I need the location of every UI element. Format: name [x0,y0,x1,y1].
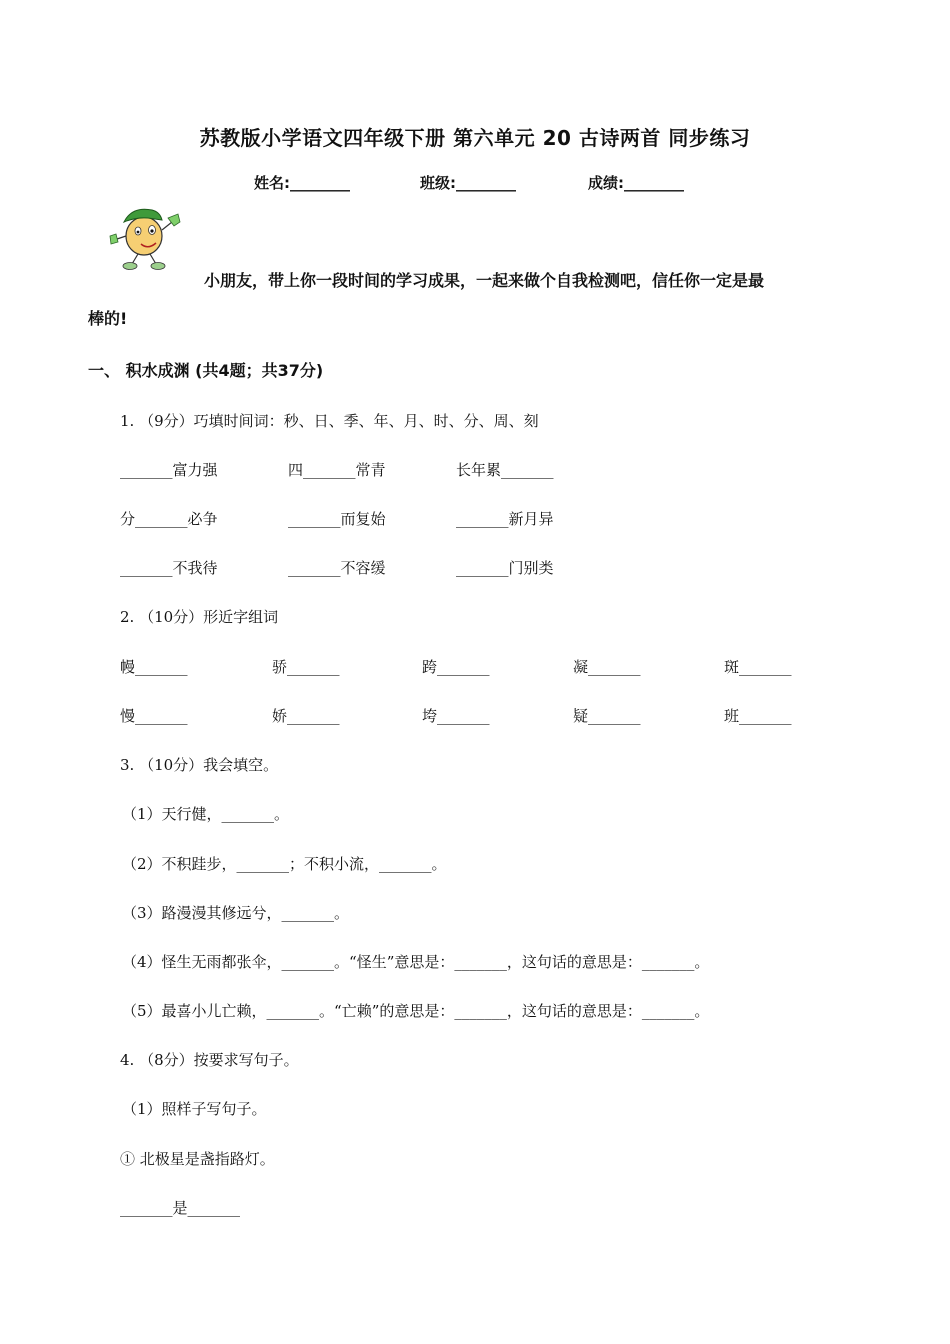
q4-example: ① 北极星是盏指路灯。 [120,1150,275,1168]
page-title: 苏教版小学语文四年级下册 第六单元 20 古诗两首 同步练习 [199,126,751,150]
q1-cell: 分_______必争 [120,510,218,528]
question-3-stem: 3. （10分）我会填空。 [120,756,279,774]
name-field: 姓名:________ [254,174,350,192]
q1-cell: _______富力强 [120,461,218,479]
class-field: 班级:________ [420,174,516,192]
q3-item: （2）不积跬步，_______；不积小流，_______。 [122,855,447,873]
score-field: 成绩:________ [588,174,684,192]
q2-cell: 幔_______ [120,658,188,676]
q1-cell: _______新月异 [456,510,554,528]
q2-cell: 慢_______ [120,707,188,725]
question-1-stem: 1. （9分）巧填时间词：秒、日、季、年、月、时、分、周、刻 [120,412,539,430]
q3-item: （5）最喜小儿亡赖，_______。“亡赖”的意思是：_______，这句话的意思是：_______。 [122,1002,710,1020]
q3-item: （3）路漫漫其修远兮，_______。 [122,904,350,922]
q1-cell: _______而复始 [288,510,386,528]
question-2-stem: 2. （10分）形近字组词 [120,608,279,626]
q2-cell: 斑_______ [724,658,792,676]
q2-cell: 班_______ [724,707,792,725]
q4-answer-line: _______是_______ [120,1199,241,1217]
q1-cell: 长年累_______ [456,461,554,479]
q3-item: （4）怪生无雨都张伞，_______。“怪生”意思是：_______，这句话的意思是：_______。 [122,953,710,971]
q2-cell: 凝_______ [573,658,641,676]
section-header: 一、 积水成渊 (共4题；共37分) [88,361,324,380]
q4-subquestion: （1）照样子写句子。 [122,1100,267,1118]
q2-cell: 垮_______ [422,707,490,725]
intro-line-1: 小朋友，带上你一段时间的学习成果，一起来做个自我检测吧，信任你一定是最 [204,271,765,290]
q1-cell: _______不我待 [120,559,218,577]
q1-cell: _______门别类 [456,559,554,577]
q2-cell: 骄_______ [272,658,340,676]
q2-cell: 跨_______ [422,658,490,676]
q2-cell: 娇_______ [272,707,340,725]
q2-cell: 疑_______ [573,707,641,725]
question-4-stem: 4. （8分）按要求写句子。 [120,1051,299,1069]
intro-line-2: 棒的! [88,309,128,328]
q1-cell: 四_______常青 [288,461,386,479]
mascot-illustration [108,200,188,272]
q1-cell: _______不容缓 [288,559,386,577]
q3-item: （1）天行健，_______。 [122,805,290,823]
